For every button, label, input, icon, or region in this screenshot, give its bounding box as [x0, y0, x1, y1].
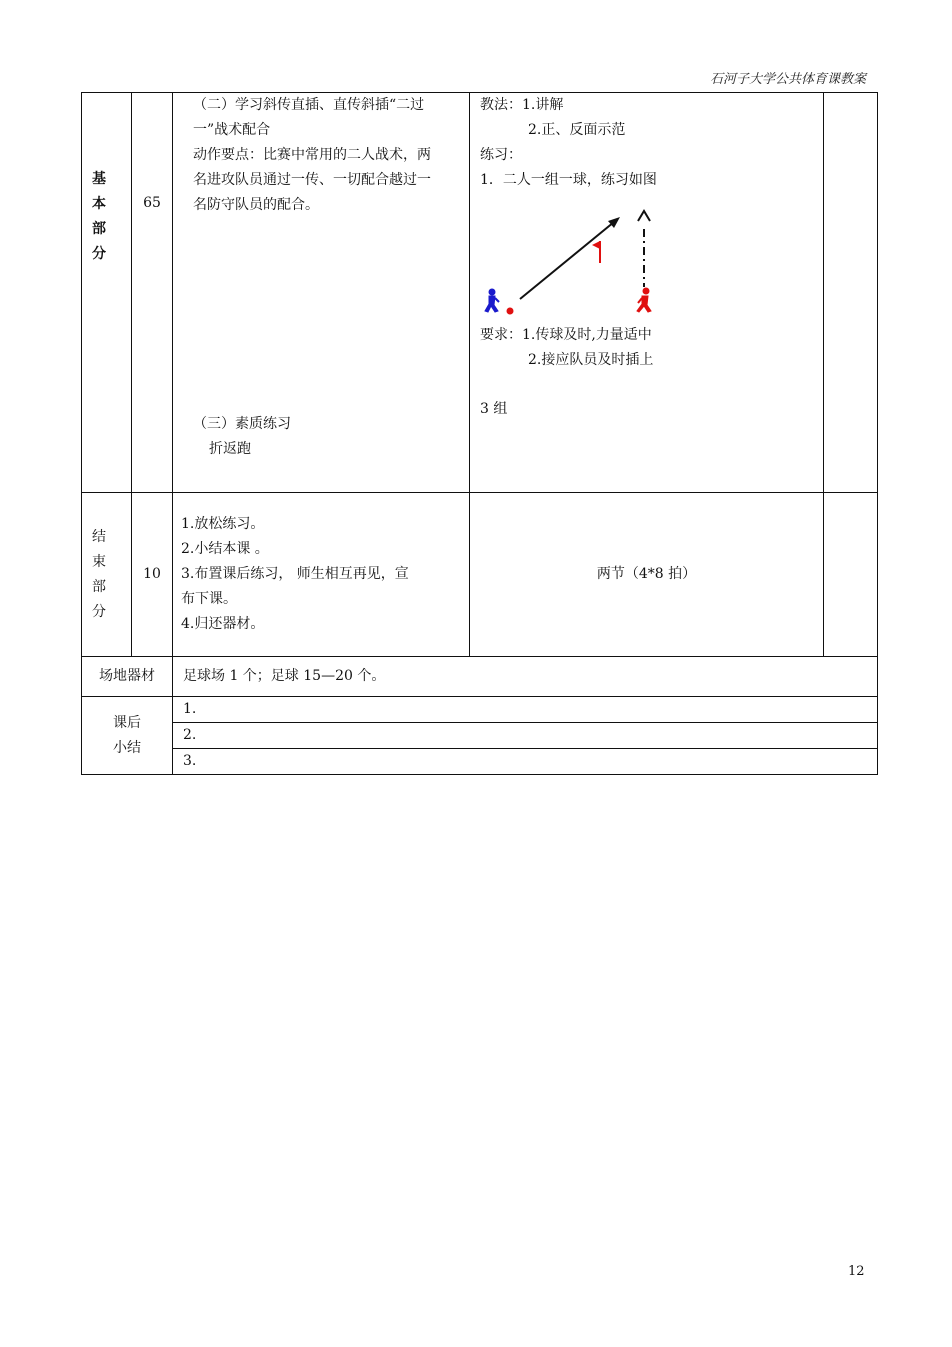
equipment-row	[82, 657, 878, 697]
content-line: 动作要点：比赛中常用的二人战术，两	[193, 147, 431, 163]
ending-section-row	[82, 493, 878, 657]
section-char: 本	[92, 196, 106, 212]
basic-section-label	[82, 93, 132, 493]
ending-method-cell	[470, 493, 824, 657]
content-line: 一”战术配合	[193, 122, 271, 138]
pass-arrow-icon	[520, 217, 620, 299]
ending-item: 2.小结本课 。	[181, 541, 269, 557]
section-char: 分	[92, 246, 106, 262]
red-flag-icon	[592, 241, 600, 263]
ending-item: 3.布置课后练习， 师生相互再见，宣	[181, 566, 409, 582]
section-char: 束	[92, 553, 106, 570]
method-line: 教法：1.讲解	[480, 97, 564, 113]
ending-item: 1.放松练习。	[181, 516, 265, 532]
red-ball-icon	[507, 308, 514, 315]
summary-item: 2.	[173, 723, 878, 749]
section-char: 基	[92, 171, 106, 187]
method-line: 2.正、反面示范	[528, 122, 626, 138]
basic-notes-cell	[824, 93, 878, 493]
section-char: 结	[92, 528, 106, 545]
content-line: 名进攻队员通过一传、一切配合越过一	[193, 172, 431, 188]
red-player-icon	[637, 288, 651, 312]
content-line: 折返跑	[209, 441, 251, 457]
document-header-title: 石河子大学公共体育课教案	[709, 72, 866, 87]
blue-player-icon	[485, 289, 499, 312]
summary-item: 3.	[173, 749, 878, 775]
ending-method-text: 两节（4*8 拍）	[596, 566, 697, 582]
content-line: （三）素质练习	[193, 416, 291, 432]
content-line: 名防守队员的配合。	[193, 197, 319, 213]
lesson-plan-table	[81, 92, 878, 775]
practice-diagram	[480, 193, 800, 323]
summary-label-line: 课后	[113, 714, 141, 731]
run-arrow-icon	[638, 211, 650, 287]
method-line: 1．二人一组一球，练习如图	[480, 172, 657, 188]
summary-item: 1.	[173, 697, 878, 723]
basic-section-row	[82, 93, 878, 493]
section-char: 部	[92, 578, 106, 595]
summary-row-2	[82, 723, 878, 749]
ending-item: 布下课。	[181, 591, 237, 607]
ending-content-cell	[173, 493, 470, 657]
summary-label-line: 小结	[113, 739, 141, 756]
section-char: 分	[92, 603, 106, 620]
content-line: （二）学习斜传直插、直传斜插“二过	[193, 97, 425, 113]
summary-label	[82, 697, 173, 775]
groups-text: 3 组	[480, 401, 508, 417]
ending-item: 4.归还器材。	[181, 616, 265, 632]
ending-minutes: 10	[132, 493, 173, 657]
ending-notes-cell	[824, 493, 878, 657]
requirement-line: 2.接应队员及时插上	[528, 352, 654, 368]
page-number: 12	[848, 1264, 865, 1279]
basic-minutes: 65	[132, 93, 173, 493]
requirement-line: 要求：1.传球及时,力量适中	[480, 327, 652, 343]
equipment-label: 场地器材	[82, 657, 173, 697]
method-line: 练习：	[480, 147, 522, 163]
section-char: 部	[92, 221, 106, 237]
ending-section-label	[82, 493, 132, 657]
summary-row-1	[82, 697, 878, 723]
basic-method-cell	[470, 93, 824, 493]
basic-content-cell	[173, 93, 470, 493]
equipment-value: 足球场 1 个；足球 15—20 个。	[173, 657, 878, 697]
summary-row-3	[82, 749, 878, 775]
